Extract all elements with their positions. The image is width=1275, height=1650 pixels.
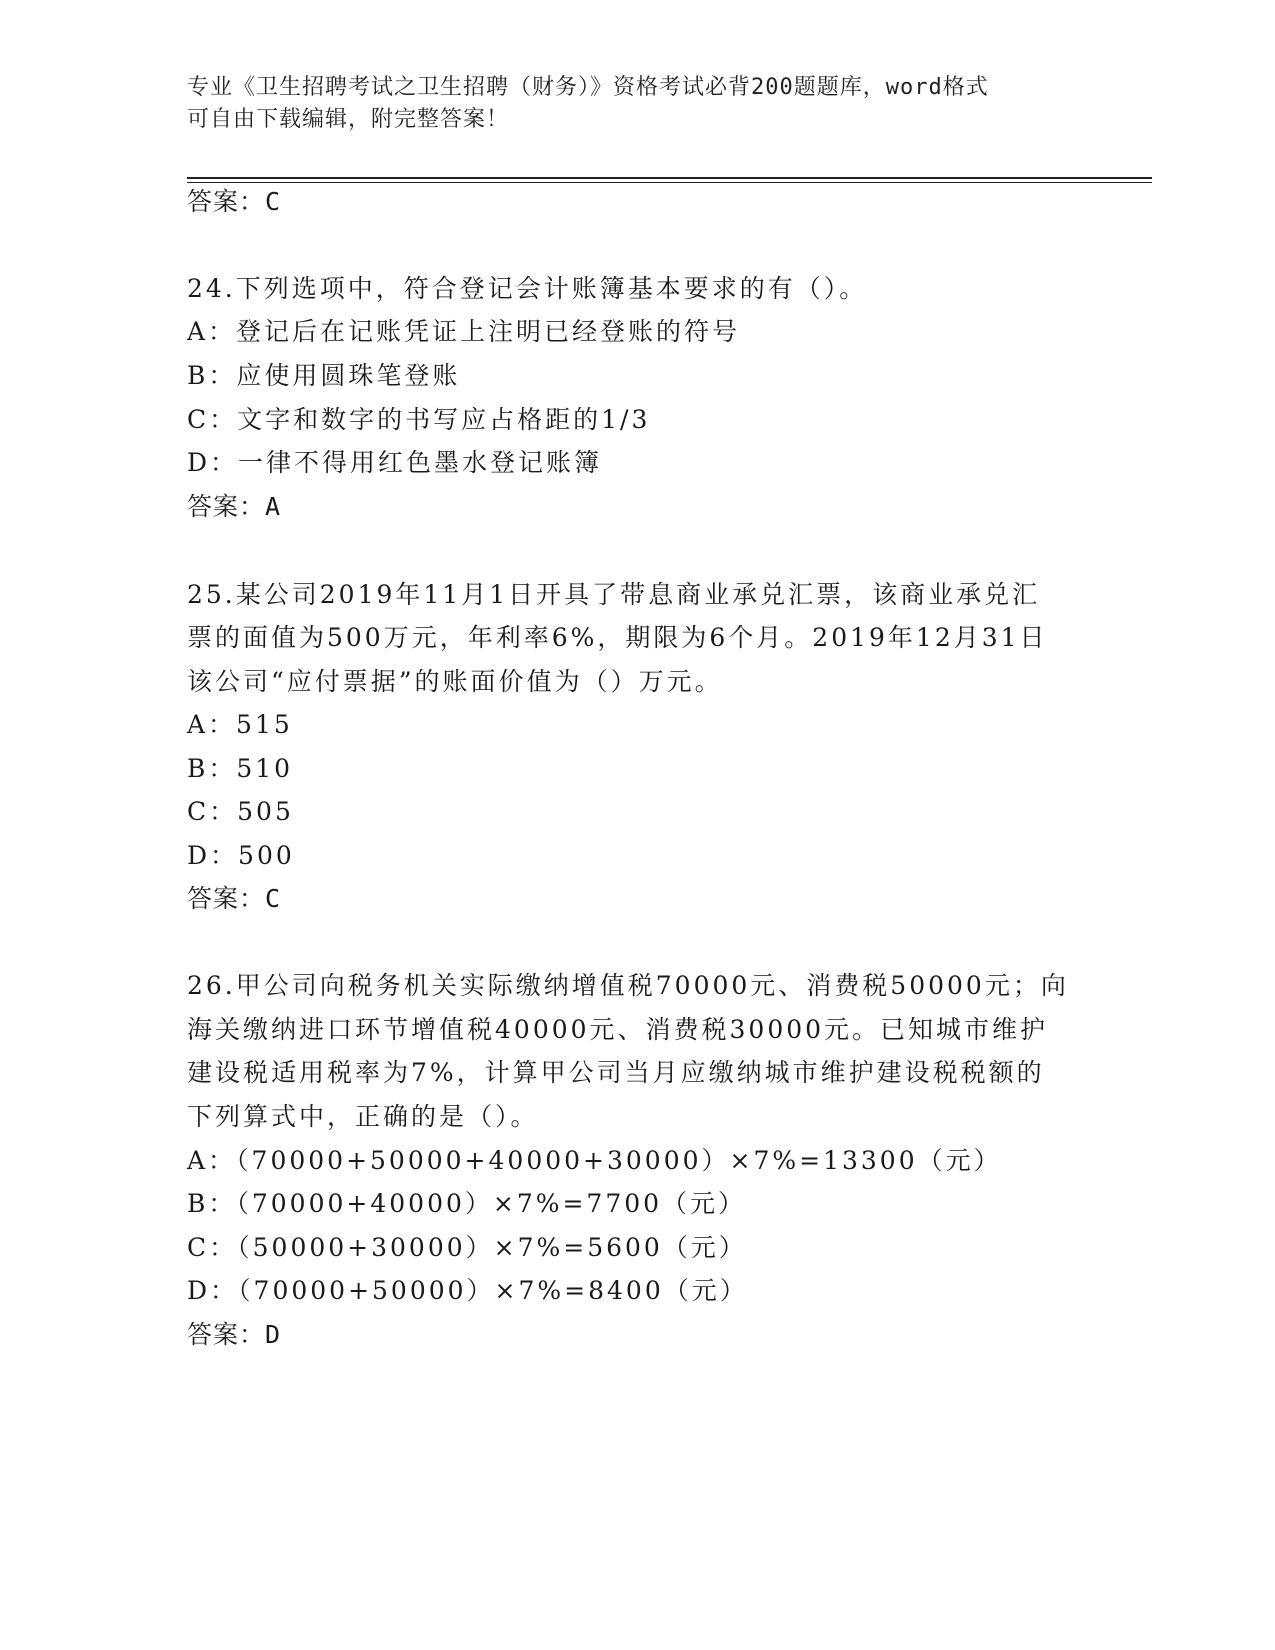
question-stem-line-1: 25.某公司2019年11月1日开具了带息商业承兑汇票，该商业承兑汇 — [187, 580, 1041, 609]
header-line-1: 专业《卫生招聘考试之卫生招聘（财务）》资格考试必背200题题库，word格式 — [187, 75, 989, 100]
question-stem-line-3: 该公司“应付票据”的账面价值为（）万元。 — [187, 667, 723, 696]
question-stem-line-4: 下列算式中，正确的是（）。 — [187, 1102, 539, 1131]
question-stem: 24.下列选项中，符合登记会计账簿基本要求的有（）。 — [187, 274, 868, 303]
answer: 答案：C — [187, 884, 282, 913]
option-d: D：500 — [187, 841, 295, 870]
option-a: A：（70000+50000+40000+30000）×7%=13300（元） — [187, 1146, 1002, 1175]
answer: 答案：A — [187, 492, 282, 521]
question-stem-line-1: 26.甲公司向税务机关实际缴纳增值税70000元、消费税50000元；向 — [187, 971, 1069, 1000]
option-d: D：一律不得用红色墨水登记账簿 — [187, 448, 603, 477]
option-a: A：515 — [187, 710, 293, 739]
question-stem-line-3: 建设税适用税率为7%，计算甲公司当月应缴纳城市维护建设税税额的 — [187, 1058, 1045, 1087]
question-stem-line-2: 海关缴纳进口环节增值税40000元、消费税30000元。已知城市维护 — [187, 1015, 1049, 1044]
question-stem-line-2: 票的面值为500万元，年利率6%，期限为6个月。2019年12月31日 — [187, 623, 1048, 652]
option-a: A：登记后在记账凭证上注明已经登账的符号 — [187, 317, 741, 346]
option-c: C：文字和数字的书写应占格距的1/3 — [187, 405, 651, 434]
document-header — [187, 72, 1067, 136]
header-divider-thin — [187, 182, 1152, 183]
option-c: C：505 — [187, 797, 294, 826]
option-d: D：（70000+50000）×7%=8400（元） — [187, 1276, 748, 1305]
option-b: B：应使用圆珠笔登账 — [187, 361, 461, 390]
option-b: B：（70000+40000）×7%=7700（元） — [187, 1189, 747, 1218]
option-b: B：510 — [187, 754, 294, 783]
header-line-2: 可自由下载编辑，附完整答案！ — [187, 107, 510, 132]
previous-answer: 答案：C — [187, 187, 282, 216]
answer: 答案：D — [187, 1320, 282, 1349]
header-divider — [187, 177, 1152, 179]
option-c: C：（50000+30000）×7%=5600（元） — [187, 1233, 747, 1262]
